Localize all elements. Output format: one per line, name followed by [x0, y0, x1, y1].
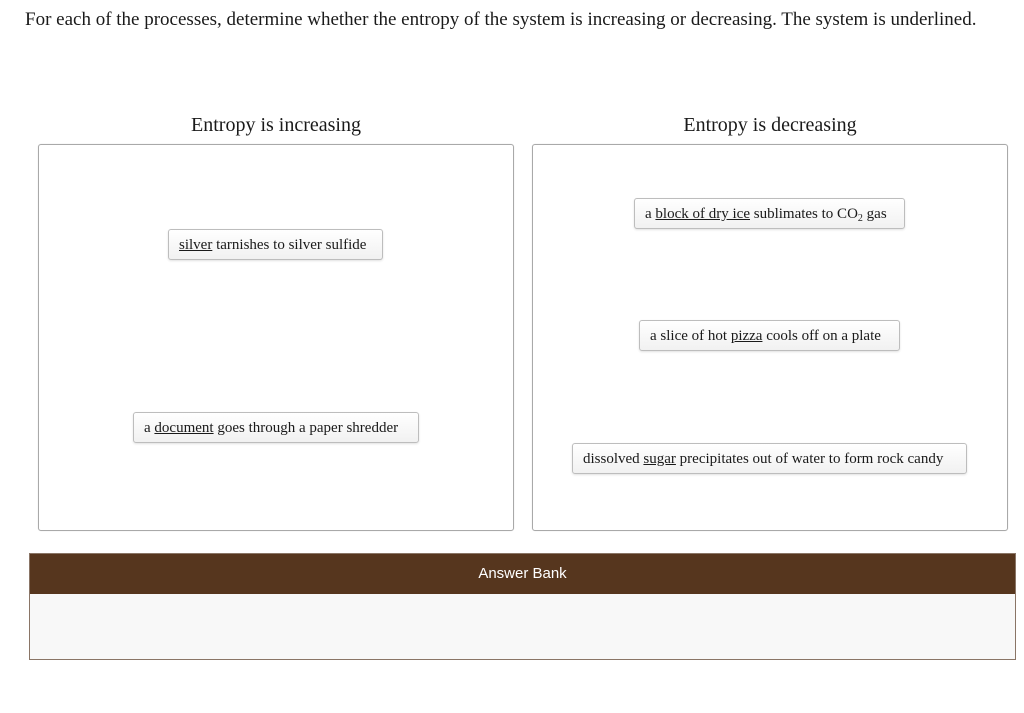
card-text: cools off on a plate [762, 328, 881, 344]
card-system-text: sugar [643, 451, 676, 467]
answer-bank-header: Answer Bank [30, 554, 1015, 594]
card-system-text: pizza [730, 328, 763, 344]
card-text: dissolved [583, 451, 644, 467]
answer-bank-drop-area[interactable] [30, 594, 1015, 659]
card-dry-ice-sublimates[interactable] [634, 198, 905, 229]
card-text: goes through a paper shredder [213, 420, 399, 436]
card-text: sublimates to CO [749, 206, 858, 222]
heading-entropy-increasing: Entropy is increasing [191, 114, 361, 136]
card-sugar-precipitates[interactable] [572, 443, 967, 474]
card-document-shredder[interactable] [133, 412, 419, 443]
heading-entropy-decreasing: Entropy is decreasing [683, 114, 857, 136]
card-text: precipitates out of water to form rock candy [675, 451, 944, 467]
card-text: tarnishes to silver sulfide [212, 237, 367, 253]
card-subscript: 2 [857, 213, 863, 224]
card-text: a [144, 420, 155, 436]
card-text: gas [862, 206, 887, 222]
card-system-text: silver [179, 237, 213, 253]
instructions-text: For each of the processes, determine whether the entropy of the system is increasing or decreasing. The system is underlined. [25, 9, 977, 30]
drop-zone-increasing[interactable] [38, 144, 514, 531]
card-system-text: document [154, 420, 214, 436]
card-text: a slice of hot [650, 328, 731, 344]
card-text: a [645, 206, 656, 222]
card-system-text: block of dry ice [655, 206, 750, 222]
card-silver-tarnishes[interactable] [168, 229, 383, 260]
answer-bank [29, 553, 1016, 660]
card-pizza-cools[interactable] [639, 320, 900, 351]
